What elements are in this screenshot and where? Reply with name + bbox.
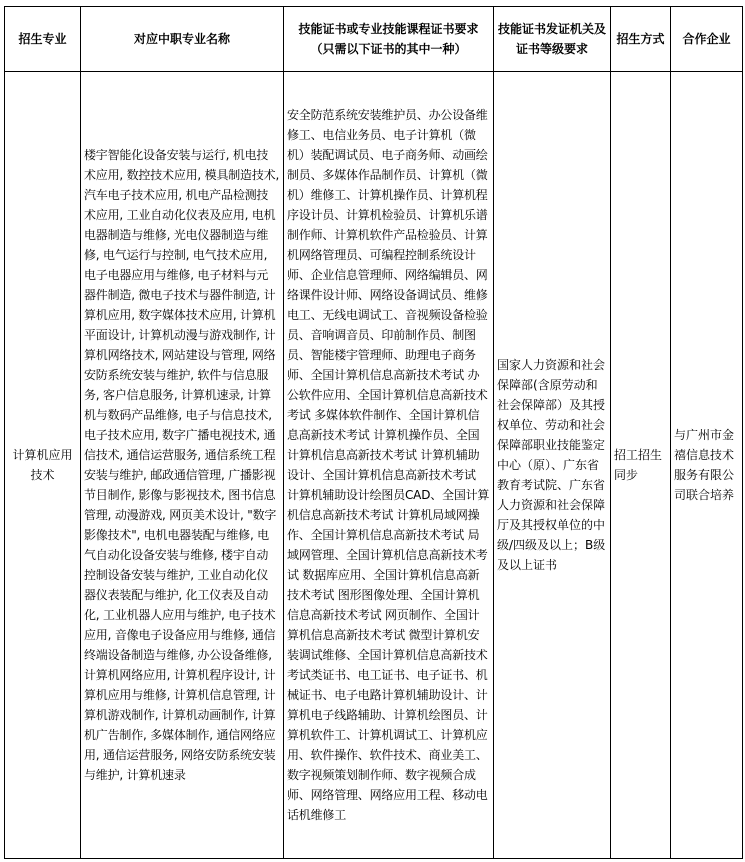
- cell-secondary-major: 楼宇智能化设备安装与运行, 机电技术应用, 数控技术应用, 模具制造技术, 汽车电子技术应用, 机电产品检测技术应用, 工业自动化仪表及应用, 电机电器制造与维修, 光电仪器制造与维修, 电气运行与控制, 电气技术应用, 电子电器应用与维修, 电子材料与元器件制造, 微电子技术与器件制造, 计算机应用, 数字媒体技术应用, 计算机平面设计, 计算机动漫与游戏制作, 计算机网络技术, 网站建设与管理, 网络安防系统安装与维护, 软件与信息服务, 客户信息服务, 计算机速录, 计算机与数码产品维修, 电子与信息技术, 电子技术应用, 数字广播电视技术, 通信技术, 通信运营服务, 通信系统工程安装与维护, 邮政通信管理, 广播影视节目制作, 影像与影视技术, 图书信息管理, 动漫游戏, 网页美术设计, "数字影像技术", 电机电器装配与维修, 电气自动化设备安装与维修, 楼宇自动控制设备安装与维护, 工业自动化仪器仪表装配与维护, 化工仪表及自动化, 工业机器人应用与维护, 电子技术应用, 音像电子设备应用与维修, 通信终端设备制造与维修, 办公设备维修, 计算机网络应用, 计算机程序设计, 计算机应用与维修, 计算机信息管理, 计算机游戏制作, 计算机动画制作, 计算机广告制作, 多媒体制作, 通信网络应用, 通信运营服务, 网络安防系统安装与维护, 计算机速录: [81, 72, 284, 859]
- header-enrollment: 招生方式: [611, 7, 671, 72]
- header-authority: 技能证书发证机关及证书等级要求: [494, 7, 611, 72]
- cell-enrollment: 招工招生同步: [611, 72, 671, 859]
- table-header-row: [5, 7, 743, 72]
- cell-certificate: 安全防范系统安装维护员、办公设备维修工、电信业务员、电子计算机（微机）装配调试员、电子商务师、动画绘制员、多媒体作品制作员、计算机（微机）维修工、计算机操作员、计算机程序设计员、计算机检验员、计算机乐谱制作师、计算机软件产品检验员、计算机网络管理员、可编程控制系统设计师、企业信息管理师、网络编辑员、网络课件设计师、网络设备调试员、维修电工、无线电调试工、音视频设备检验员、音响调音员、印前制作员、制图员、智能楼宇管理师、助理电子商务师、全国计算机信息高新技术考试 办公软件应用、全国计算机信息高新技术考试 多媒体软件制作、全国计算机信息高新技术考试 计算机操作员、全国计算机信息高新技术考试 计算机辅助设计、全国计算机信息高新技术考试 计算机辅助设计绘图员CAD、全国计算机信息高新技术考试 计算机局域网操作、全国计算机信息高新技术考试 局域网管理、全国计算机信息高新技术考试 数据库应用、全国计算机信息高新技术考试 图形图像处理、全国计算机信息高新技术考试 网页制作、全国计算机信息高新技术考试 微型计算机安装调试维修、全国计算机信息高新技术考试类证书、电工证书、电子证书、机械证书、电子电路计算机辅助设计、计算机电子线路辅助、计算机绘图员、计算机软件工、计算机调试工、计算机应用、软件操作、软件技术、商业美工、数字视频策划制作师、数字视频合成师、网络管理、网络应用工程、移动电话机维修工: [284, 72, 494, 859]
- header-major: 招生专业: [5, 7, 81, 72]
- cell-authority: 国家人力资源和社会保障部(含原劳动和社会保障部）及其授权单位、劳动和社会保障部职业技能鉴定中心（原）、广东省教育考试院、广东省人力资源和社会保障厅及其授权单位的中级/四级及以上；B级及以上证书: [494, 72, 611, 859]
- header-partner: 合作企业: [671, 7, 743, 72]
- table-row: [5, 72, 743, 859]
- header-certificate: 技能证书或专业技能课程证书要求（只需以下证书的其中一种）: [284, 7, 494, 72]
- cell-partner: 与广州市金禧信息技术服务有限公司联合培养: [671, 72, 743, 859]
- admission-table: [4, 6, 743, 859]
- cell-major: 计算机应用技术: [5, 72, 81, 859]
- header-secondary-major: 对应中职专业名称: [81, 7, 284, 72]
